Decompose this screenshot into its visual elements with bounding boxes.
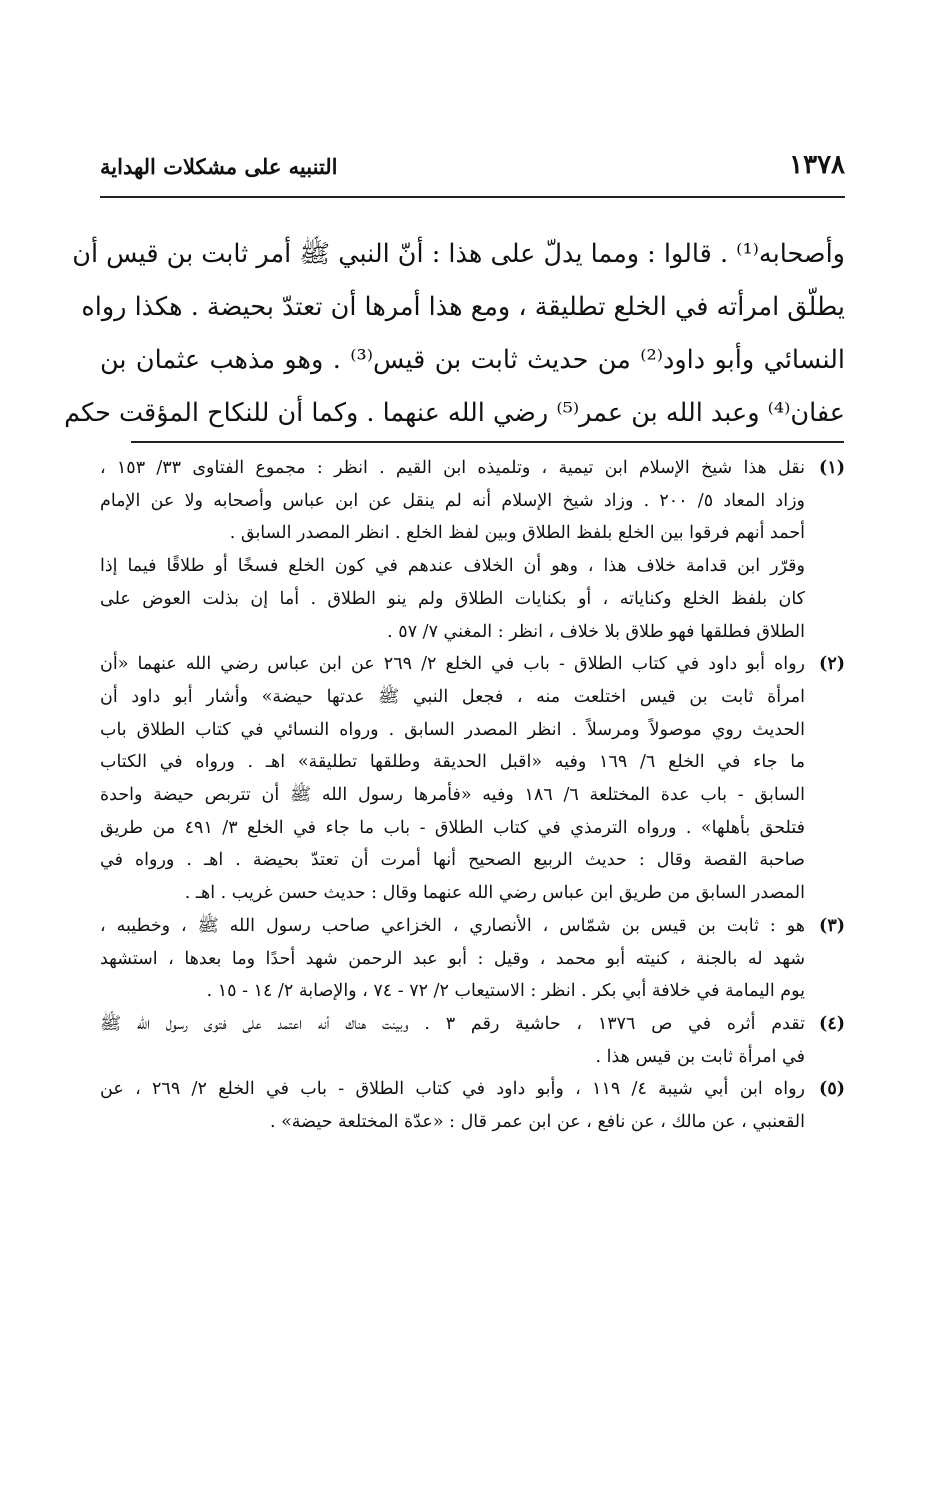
footnote-1 bbox=[100, 452, 845, 648]
footnote-line: المصدر السابق من طريق ابن عباس رضي الله عنهما وقال : حديث حسن غريب . اهـ . bbox=[184, 883, 805, 904]
footnote-line: صاحبة القصة وقال : حديث الربيع الصحيح أنها أمرت أن تعتدّ بحيضة . اهـ . ورواه في bbox=[100, 850, 805, 871]
header-divider bbox=[100, 196, 845, 198]
footnote-divider bbox=[131, 441, 844, 443]
body-line: عفان⁽⁴⁾ وعبد الله بن عمر⁽⁵⁾ رضي الله عنهما . وكما أن للنكاح المؤقت حكم bbox=[64, 398, 845, 428]
footnote-line: وزاد المعاد ٥/ ٢٠٠ . وزاد شيخ الإسلام أنه لم ينقل عن ابن عباس وأصحابه ولا عن الإمام bbox=[100, 490, 805, 511]
footnote-line: رواه ابن أبي شيبة ٤/ ١١٩ ، وأبو داود في كتاب الطلاق - باب في الخلع ٢/ ٢٦٩ ، عن bbox=[100, 1079, 805, 1100]
book-title: التنبيه على مشكلات الهداية bbox=[100, 154, 338, 179]
footnote-marker: (٥) bbox=[819, 1079, 845, 1100]
footnote-3 bbox=[100, 910, 845, 1008]
footnote-line: وقرّر ابن قدامة خلاف هذا ، وهو أن الخلاف عندهم في كون الخلع فسخًا أو طلاقًا فيما إذا bbox=[100, 556, 805, 577]
footnote-marker: (١) bbox=[819, 458, 845, 478]
footnote-marker: (٤) bbox=[819, 1013, 845, 1034]
footnote-marker: (٣) bbox=[819, 915, 845, 936]
footnote-line: في امرأة ثابت بن قيس هذا . bbox=[595, 1046, 805, 1067]
footnote-line: الحديث روي موصولاً ومرسلاً . انظر المصدر السابق . ورواه النسائي في كتاب الطلاق باب bbox=[100, 719, 805, 740]
footnote-line: نقل هذا شيخ الإسلام ابن تيمية ، وتلميذه ابن القيم . انظر : مجموع الفتاوى ٣٣/ ١٥٣ ، bbox=[100, 458, 805, 478]
footnote-line: امرأة ثابت بن قيس اختلعت منه ، فجعل النبي ﷺ عدتها حيضة» وأشار أبو داود أن bbox=[100, 686, 805, 707]
page-header bbox=[100, 150, 845, 200]
footnote-line: ما جاء في الخلع ٦/ ١٦٩ وفيه «اقبل الحديقة وطلقها تطليقة» اهـ . ورواه في الكتاب bbox=[100, 752, 805, 773]
body-line: وأصحابه⁽¹⁾ . قالوا : ومما يدلّ على هذا : أنّ النبي ﷺ أمر ثابت بن قيس أن bbox=[72, 239, 845, 269]
page-number: ١٣٧٨ bbox=[789, 150, 845, 180]
footnotes bbox=[100, 452, 845, 1139]
footnote-line: يوم اليمامة في خلافة أبي بكر . انظر : الاستيعاب ٢/ ٧٢ - ٧٤ ، والإصابة ٢/ ١٤ - ١٥ . bbox=[206, 981, 805, 1002]
footnote-line: كان بلفظ الخلع وكناياته ، أو بكنايات الطلاق ولم ينو الطلاق . أما إن بذلت العوض على bbox=[100, 588, 805, 609]
body-line: يطلّق امرأته في الخلع تطليقة ، ومع هذا أمرها أن تعتدّ بحيضة . هكذا رواه bbox=[81, 292, 845, 322]
footnote-line: فتلحق بأهلها» . ورواه الترمذي في كتاب الطلاق - باب ما جاء في الخلع ٣/ ٤٩١ من طريق bbox=[100, 817, 805, 838]
footnote-line: السابق - باب عدة المختلعة ٦/ ١٨٦ وفيه «فأمرها رسول الله ﷺ أن تتربص حيضة واحدة bbox=[100, 785, 805, 806]
footnote-line: القعنبي ، عن مالك ، عن نافع ، عن ابن عمر قال : «عدّة المختلعة حيضة» . bbox=[269, 1112, 805, 1133]
footnote-line: رواه أبو داود في كتاب الطلاق - باب في الخلع ٢/ ٢٦٩ عن ابن عباس رضي الله عنهما «أن bbox=[100, 654, 805, 675]
footnote-line: تقدم أثره في ص ١٣٧٦ ، حاشية رقم ٣ . وبينت هناك أنه اعتمد على فتوى رسول الله ﷺ bbox=[100, 1013, 805, 1034]
footnote-line: شهد له بالجنة ، كنيته أبو محمد ، وقيل : أبو عبد الرحمن شهد أحدًا وما بعدها ، استشهد bbox=[100, 948, 805, 969]
footnote-marker: (٢) bbox=[819, 654, 845, 675]
main-text bbox=[64, 228, 845, 440]
footnote-line: هو : ثابت بن قيس بن شمّاس ، الأنصاري ، الخزاعي صاحب رسول الله ﷺ ، وخطيبه ، bbox=[100, 915, 805, 936]
footnote-2 bbox=[100, 648, 845, 910]
footnote-5 bbox=[100, 1073, 845, 1138]
footnote-4 bbox=[100, 1008, 845, 1073]
footnote-line: الطلاق فطلقها فهو طلاق بلا خلاف ، انظر : المغني ٧/ ٥٧ . bbox=[387, 621, 805, 642]
body-line: النسائي وأبو داود⁽²⁾ من حديث ثابت بن قيس⁽³⁾ . وهو مذهب عثمان بن bbox=[100, 345, 845, 375]
footnote-line: أحمد أنهم فرقوا بين الخلع بلفظ الطلاق وبين لفظ الخلع . انظر المصدر السابق . bbox=[229, 523, 805, 544]
